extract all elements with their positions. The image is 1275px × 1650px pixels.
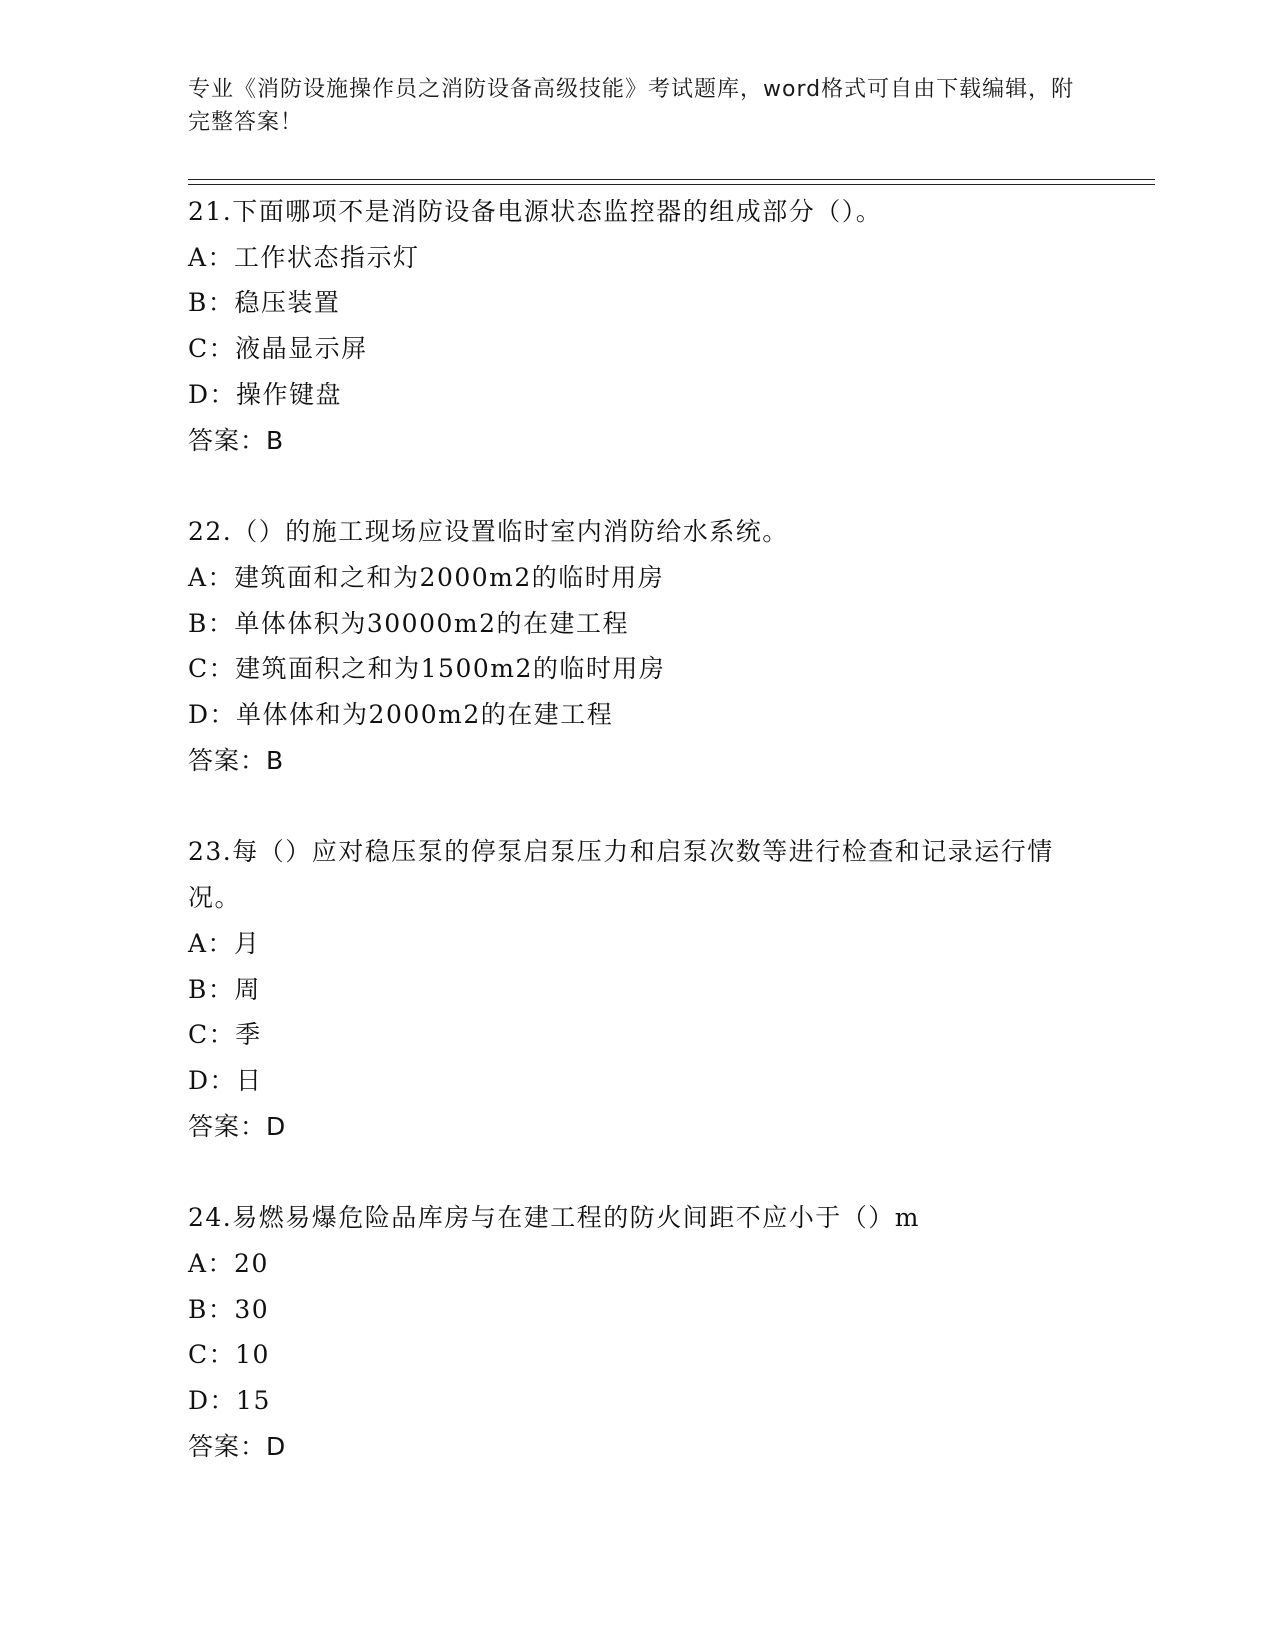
question-stem: 22.（）的施工现场应设置临时室内消防给水系统。 — [188, 517, 789, 547]
document-header: 专业《消防设施操作员之消防设备高级技能》考试题库，word格式可自由下载编辑，附完整答案！ — [188, 77, 1075, 135]
question-stem: 21.下面哪项不是消防设备电源状态监控器的组成部分（）。 — [188, 197, 883, 226]
question-list — [188, 189, 1088, 1516]
option-b: B：单体体积为30000m2的在建工程 — [188, 608, 630, 638]
question-stem: 24.易燃易爆危险品库房与在建工程的防火间距不应小于（）m — [188, 1203, 920, 1233]
option-b: B：稳压装置 — [188, 288, 341, 318]
question-23 — [188, 829, 1088, 1149]
option-b: B：周 — [188, 974, 261, 1004]
option-d: D：单体体和为2000m2的在建工程 — [188, 700, 614, 730]
option-c: C：季 — [188, 1020, 262, 1050]
option-d: D：操作键盘 — [188, 379, 343, 409]
question-stem: 23.每（）应对稳压泵的停泵启泵压力和启泵次数等进行检查和记录运行情况。 — [188, 837, 1054, 913]
option-b: B：30 — [188, 1294, 270, 1324]
answer: 答案：D — [188, 1111, 287, 1141]
option-c: C：建筑面积之和为1500m2的临时用房 — [188, 654, 666, 684]
answer: 答案：B — [188, 745, 285, 775]
option-c: C：10 — [188, 1340, 270, 1370]
header-divider-bottom — [188, 184, 1155, 185]
option-a: A：工作状态指示灯 — [188, 242, 420, 272]
option-c: C：液晶显示屏 — [188, 334, 368, 364]
option-a: A：20 — [188, 1249, 269, 1279]
option-a: A：月 — [188, 928, 261, 958]
question-24 — [188, 1195, 1088, 1469]
header-divider-top — [188, 179, 1155, 180]
option-a: A：建筑面和之和为2000m2的临时用房 — [188, 562, 665, 592]
answer: 答案：D — [188, 1431, 287, 1461]
option-d: D：日 — [188, 1065, 263, 1095]
option-d: D：15 — [188, 1386, 271, 1416]
question-22 — [188, 509, 1088, 783]
question-21 — [188, 189, 1088, 463]
answer: 答案：B — [188, 425, 285, 455]
